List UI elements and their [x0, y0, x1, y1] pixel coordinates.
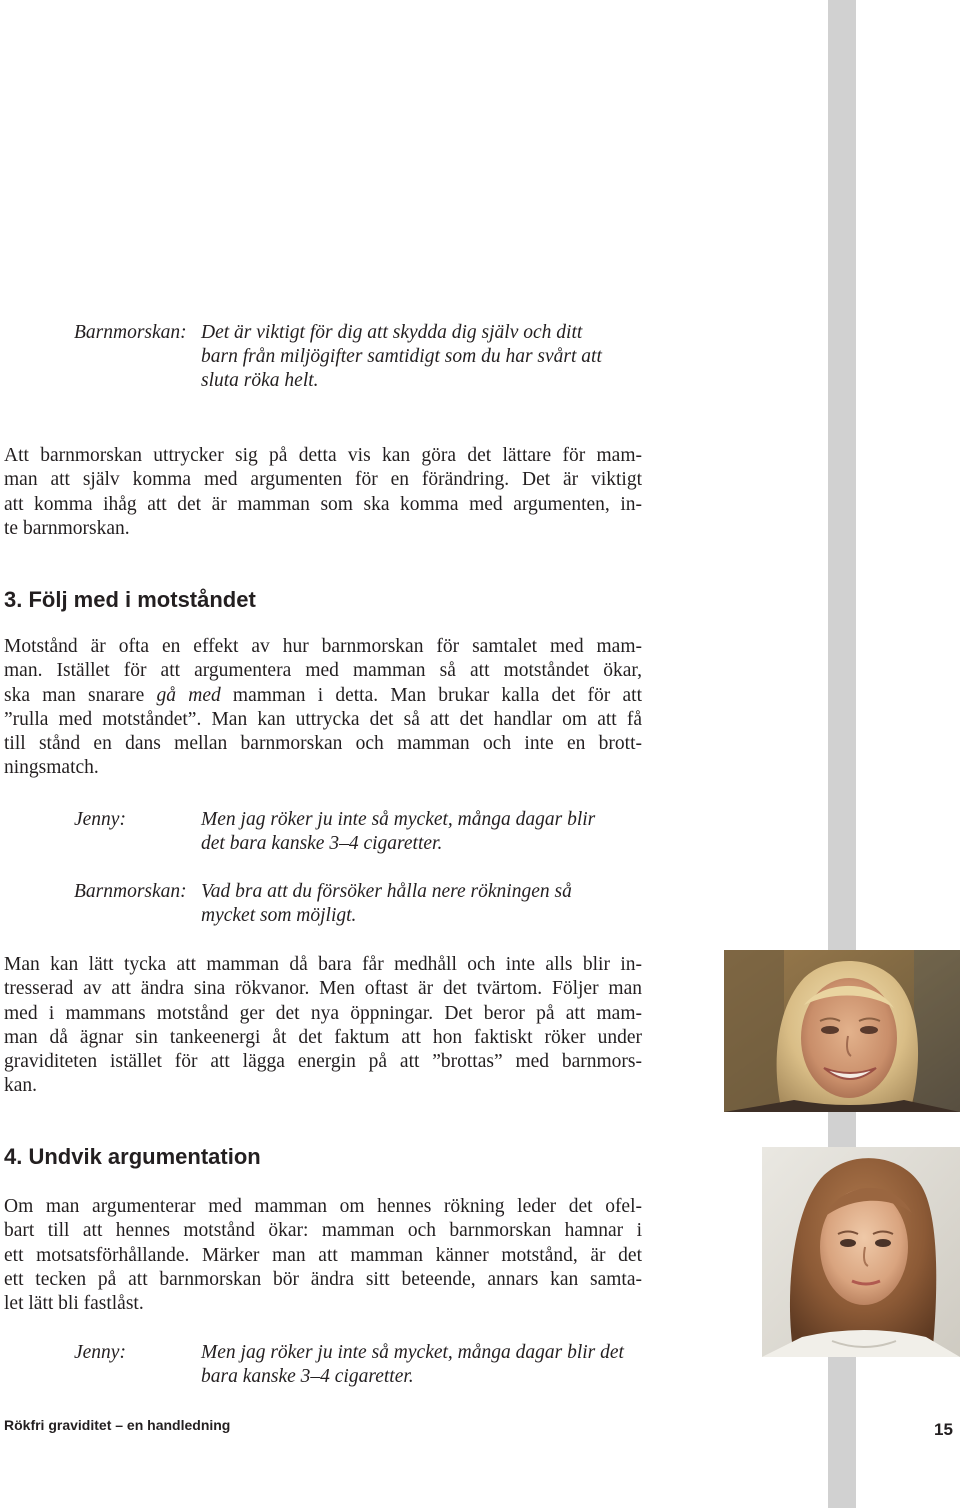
- dialog-speech: [201, 321, 602, 393]
- paragraph-line: ett motsatsförhållande. Märker man att mamman känner motstånd, är det: [4, 1244, 642, 1266]
- paragraph-line: Man kan lätt tycka att mamman då bara får medhåll och inte alls blir in-: [4, 954, 642, 975]
- portrait-photo-serious-woman: [762, 1147, 960, 1357]
- speaker-label: Jenny:: [74, 1342, 126, 1363]
- dialog-speech: [201, 1341, 624, 1389]
- dialog-line: Men jag röker ju inte så mycket, många dagar blir: [201, 809, 596, 830]
- dialog-line: barn från miljögifter samtidigt som du har svårt att: [201, 346, 602, 367]
- paragraph-line: kan.: [4, 1075, 38, 1097]
- paragraph-line: Att barnmorskan uttrycker sig på detta vis kan göra det lättare för mam-: [4, 445, 642, 466]
- dialog-line: Vad bra att du försöker hålla nere rökningen så: [201, 881, 572, 902]
- dialog-line: Men jag röker ju inte så mycket, många dagar blir det: [201, 1342, 624, 1363]
- dialog-barnmorskan-2: [74, 880, 694, 930]
- paragraph-line: let lätt bli fastlåst.: [4, 1293, 144, 1315]
- speaker-label: Jenny:: [74, 809, 126, 830]
- paragraph-line: man att själv komma med argumenten för en förändring. Det är viktigt: [4, 469, 642, 491]
- text-run: ska man snarare: [4, 684, 157, 706]
- paragraph-line: graviditeten istället för att lägga energin på att ”brottas” med barnmors-: [4, 1051, 642, 1073]
- dialog-line: mycket som möjligt.: [201, 905, 357, 926]
- paragraph-line: te barnmorskan.: [4, 517, 130, 539]
- speaker-label: Barnmorskan:: [74, 322, 187, 343]
- paragraph-4: [4, 1195, 642, 1316]
- dialog-line: det bara kanske 3–4 cigaretter.: [201, 833, 443, 854]
- paragraph-line: tresserad av att ändra sina rökvanor. Men oftast är det tvärtom. Följer man: [4, 978, 642, 1000]
- paragraph-line: att komma ihåg att det är mamman som ska komma med argumenten, in-: [4, 493, 642, 515]
- paragraph-line: [4, 684, 642, 708]
- dialog-line: sluta röka helt.: [201, 370, 319, 391]
- text-run: mamman i detta. Man brukar kalla det för att: [220, 684, 642, 706]
- paragraph-line: med i mammans motstånd ger det nya öppningar. Det beror på att mam-: [4, 1002, 642, 1024]
- portrait-illustration: [724, 950, 960, 1112]
- dialog-line: bara kanske 3–4 cigaretter.: [201, 1366, 414, 1387]
- dialog-speech: [201, 880, 572, 928]
- section-heading-3: 3. Följ med i motståndet: [4, 587, 256, 612]
- dialog-speech: [201, 808, 595, 856]
- portrait-illustration: [762, 1147, 960, 1357]
- paragraph-line: bart till att hennes motstånd ökar: mamman och barnmorskan hamnar i: [4, 1220, 642, 1242]
- paragraph-line: Motstånd är ofta en effekt av hur barnmorskan för samtalet med mam-: [4, 636, 642, 657]
- dialog-barnmorskan-1: [74, 321, 694, 396]
- paragraph-2: [4, 635, 642, 781]
- paragraph-line: till stånd en dans mellan barnmorskan och mamman och inte en brott-: [4, 733, 642, 755]
- paragraph-3: [4, 953, 642, 1099]
- page-number: 15: [934, 1420, 953, 1439]
- portrait-photo-smiling-woman: [724, 950, 960, 1112]
- footer-title: Rökfri graviditet – en handledning: [4, 1417, 231, 1433]
- section-heading-4: 4. Undvik argumentation: [4, 1144, 261, 1169]
- dialog-jenny-2: [74, 1341, 694, 1391]
- paragraph-line: man. Istället för att argumentera med mamman så att motståndet ökar,: [4, 660, 642, 682]
- paragraph-line: ningsmatch.: [4, 757, 99, 779]
- dialog-line: Det är viktigt för dig att skydda dig själv och ditt: [201, 322, 583, 343]
- paragraph-line: man då ägnar sin tankeenergi åt det faktum att hon faktiskt röker under: [4, 1026, 642, 1048]
- dialog-jenny-1: [74, 808, 694, 858]
- speaker-label: Barnmorskan:: [74, 881, 187, 902]
- emphasis-text: gå med: [156, 684, 221, 706]
- paragraph-line: ”rulla med motståndet”. Man kan uttrycka det så att det handlar om att få: [4, 708, 642, 730]
- paragraph-line: ett tecken på att barnmorskan bör ändra sitt beteende, annars kan samta-: [4, 1268, 642, 1290]
- paragraph-1: [4, 444, 642, 541]
- paragraph-line: Om man argumenterar med mamman om hennes rökning leder det ofel-: [4, 1196, 642, 1217]
